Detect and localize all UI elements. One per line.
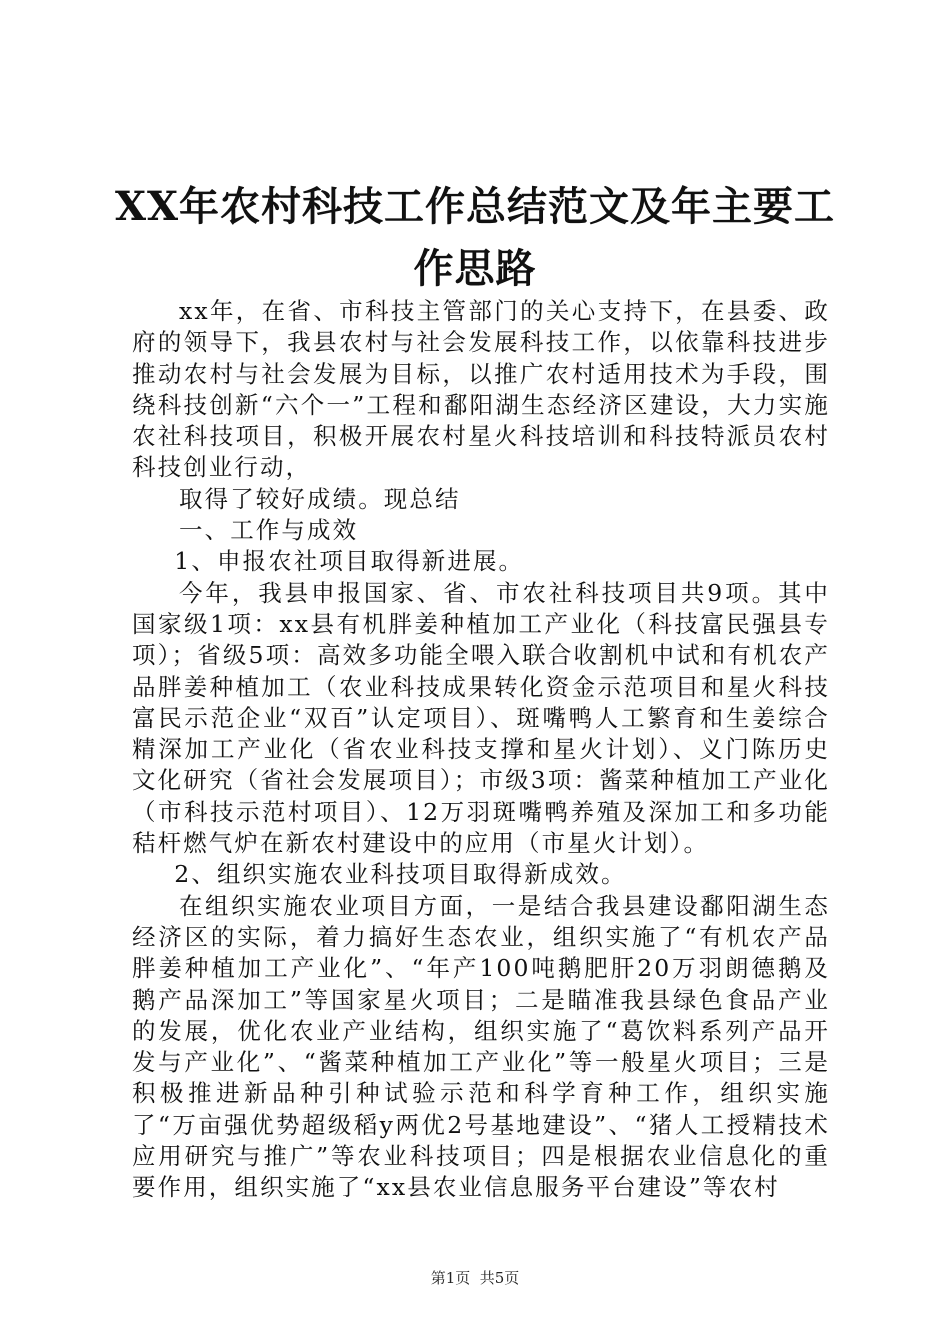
paragraph-intro: xx年，在省、市科技主管部门的关心支持下，在县委、政府的领导下，我县农村与社会发展科技工作，以依靠科技进步推动农村与社会发展为目标，以推广农村适用技术为手段，围绕科技创新“六个一”工程和鄱阳湖生态经济区建设，大力实施农社科技项目，积极开展农村星火科技培训和科技特派员农村科技创业行动， — [132, 297, 830, 482]
paragraph-project-application: 今年，我县申报国家、省、市农社科技项目共9项。其中国家级1项：xx县有机胖姜种植加工产业化（科技富民强县专项）；省级5项：高效多功能全喂入联合收割机中试和有机农产品胖姜种植加工（农业科技成果转化资金示范项目和星火科技富民示范企业“双百”认定项目）、斑嘴鸭人工繁育和生姜综合精深加工产业化（省农业科技支撑和星火计划）、义门陈历史文化研究（省社会发展项目）；市级3项：酱菜种植加工产业化（市科技示范村项目）、12万羽斑嘴鸭养殖及深加工和多功能秸杆燃气炉在新农村建设中的应用（市星火计划）。 — [132, 578, 830, 858]
subheading-project-application: 1、申报农社项目取得新进展。 — [174, 547, 525, 576]
paragraph-summary-line: 取得了较好成绩。现总结 — [179, 484, 461, 513]
document-body — [132, 296, 830, 1204]
document-title: XX年农村科技工作总结范文及年主要工作思路 — [114, 183, 836, 292]
subheading-project-implementation: 2、组织实施农业科技项目取得新成效。 — [174, 860, 627, 889]
section-heading-work-results: 一、工作与成效 — [179, 516, 359, 545]
paragraph-project-implementation: 在组织实施农业项目方面，一是结合我县建设鄱阳湖生态经济区的实际，着力搞好生态农业，组织实施了“有机农产品胖姜种植加工产业化”、“年产100吨鹅肥肝20万羽朗德鹅及鹅产品深加工”等国家星火项目；二是瞄准我县绿色食品产业的发展，优化农业产业结构，组织实施了“葛饮料系列产品开发与产业化”、“酱菜种植加工产业化”等一般星火项目；三是积极推进新品种引种试验示范和科学育种工作，组织实施了“万亩强优势超级稻y两优2号基地建设”、“猪人工授精技术应用研究与推广”等农业科技项目；四是根据农业信息化的重要作用，组织实施了“xx县农业信息服务平台建设”等农村 — [132, 891, 830, 1202]
page-number-footer: 第1页 共5页 — [430, 1269, 520, 1287]
